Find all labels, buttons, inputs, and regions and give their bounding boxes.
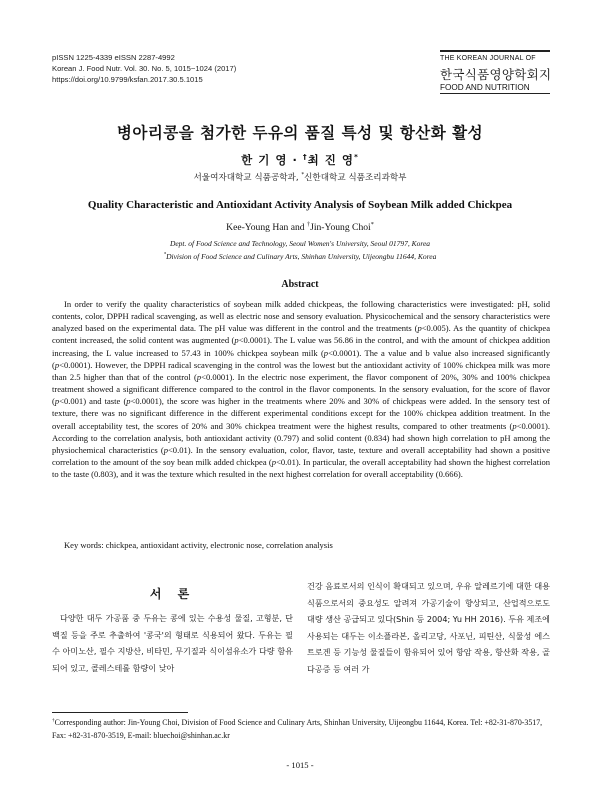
author-choi-en: Jin-Young Choi bbox=[310, 222, 371, 233]
english-title: Quality Characteristic and Antioxidant Activity Analysis of Soybean Milk added Chickpea bbox=[87, 199, 513, 211]
issn-line: pISSN 1225-4339 eISSN 2287-4992 bbox=[52, 53, 175, 62]
affiliation-mark: * bbox=[163, 252, 167, 258]
author-choi-ko: 최 진 영 bbox=[307, 153, 354, 167]
english-affiliation-1 bbox=[0, 239, 600, 248]
page-number: - 1015 - bbox=[286, 760, 314, 770]
keywords: Key words: chickpea, antioxidant activity, electronic nose, correlation analysis bbox=[64, 540, 333, 550]
journal-logo bbox=[440, 50, 550, 94]
abstract-heading: Abstract bbox=[281, 279, 319, 290]
citation-line: Korean J. Food Nutr. Vol. 30. No. 5, 1015~1024 (2017) bbox=[52, 64, 237, 73]
footnote-divider bbox=[52, 712, 188, 713]
intro-paragraph-left: 다양한 대두 가공품 중 두유는 콩에 있는 수용성 물질, 고형분, 단백질 등을 주로 추출하여 '콩국'의 형태로 식용되어 왔다. 두유는 필수 아미노산, 필수 지방산, 비타민, 무기질과 식이섬유소가 다량 함유되어 있고, 콜레스테롤 함량이 낮아 bbox=[52, 613, 293, 673]
abstract-body bbox=[52, 298, 550, 480]
journal-name-en-top: THE KOREAN JOURNAL OF bbox=[440, 55, 536, 62]
corresponding-mark: † bbox=[302, 152, 308, 162]
corresponding-mark: † bbox=[306, 220, 311, 228]
korean-title: 병아리콩을 첨가한 두유의 품질 특성 및 항산화 활성 bbox=[116, 124, 484, 142]
author-han-ko: 한 기 영 · bbox=[241, 153, 303, 167]
affiliation-ko-2: 신한대학교 식품조리과학부 bbox=[304, 173, 407, 183]
corresponding-mark: † bbox=[52, 717, 55, 724]
doi-link[interactable]: https://doi.org/10.9799/ksfan.2017.30.5.1015 bbox=[52, 75, 203, 84]
affiliation-mark: * bbox=[353, 152, 359, 162]
author-han-en: Kee-Young Han and bbox=[226, 222, 307, 233]
intro-column-right bbox=[307, 578, 550, 678]
affiliation-mark: * bbox=[301, 172, 305, 179]
korean-affiliations bbox=[0, 171, 600, 183]
footnote-text: Corresponding author: Jin-Young Choi, Division of Food Science and Culinary Arts, Shinhan University, Uijeongbu 11644, Korea. Tel: +82-31-870-3517, Fax: +82-31-870-3519, E-mail: bluechoi@shinhan.ac.kr bbox=[52, 718, 543, 740]
english-affiliation-2 bbox=[0, 252, 600, 261]
affiliation-mark: * bbox=[370, 220, 374, 228]
affiliation-ko-1: 서울여자대학교 식품공학과, bbox=[193, 173, 302, 183]
english-authors bbox=[0, 222, 600, 233]
abstract-paragraph: In order to verify the quality characteristics of soybean milk added chickpeas, the following characteristics were investigated: pH, solid contents, color, DPPH radical scavenging, as well as electric nose and sensory evaluation. Physicochemical and the sensory characteristics were analyzed based on the experimental data. The pH value was different in the control and the treatments (p<0.005). As the quantity of chickpea content increased, the solid content was augmented (p<0.0001). The L value was 56.86 in the control, and with the amount of chickpea addition increasing, the L value increased to 57.43 in 100% chickpea soybean milk (p<0.0001). The a value and b value also increased significantly (p<0.0001). However, the DPPH radical scavenging in the control was the lowest but the antioxidant activity of 100% chickpea milk was more than 2.5 higher than that of the control (p<0.0001). In the electric nose experiment, the flavor component of 20%, 30% and 100% chickpea treatment showed a significant difference compared to the control in the flavor components. In the sensory evaluation, for the score of flavor (p<0.001) and taste (p<0.0001), the score was higher in the treatments where 20% and 30% of chickpeas were added. In the sensory test of texture, there was no significant difference in the different experimental conditions except for the 100% chickpea addition treatment. In the overall acceptability test, the scores of 20% and 30% chickpea treatment were the highest results, compared to other treatments (p<0.0001). According to the correlation analysis, both antioxidant activity (0.797) and solid content (0.834) had shown high correlation to pH among the physiochemical characteristics (p<0.01). In the sensory evaluation, color, flavor, taste, texture and overall acceptability had shown a positive correlation to the amount of the soy bean milk added chickpea (p<0.01). In particular, the overall acceptability had shown the highest correlation to the taste (0.803), and it was the texture which resulted in the next highest correlation for overall acceptability (0.666). bbox=[52, 299, 551, 480]
journal-name-en-bottom: FOOD AND NUTRITION bbox=[440, 83, 550, 94]
section-heading-introduction: 서 론 bbox=[149, 587, 196, 601]
korean-authors bbox=[0, 152, 600, 168]
journal-name-ko: 한국식품영양학회지 bbox=[440, 67, 552, 82]
affiliation-en-1-text: Dept. of Food Science and Technology, Seoul Women's University, Seoul 01797, Korea bbox=[169, 239, 431, 248]
citation-block bbox=[52, 52, 236, 85]
intro-column-left bbox=[52, 610, 293, 676]
affiliation-en-2-text: Division of Food Science and Culinary Arts, Shinhan University, Uijeongbu 11644, Korea bbox=[166, 252, 437, 261]
intro-paragraph-right: 건강 음료로서의 인식이 확대되고 있으며, 우유 알레르기에 대한 대용식품으로서의 중요성도 알려져 가공기술이 향상되고, 산업적으로도 대량 생산 공급되고 있다(Shin 등 2004; Yu HH 2016). 두유 제조에 사용되는 대두는 이소플라본, 올리고당, 사포닌, 피틴산, 식물성 에스트로겐 등 기능성 물질들이 함유되어 있어 항암 작용, 항산화 작용, 골다공증 등 여러 가 bbox=[307, 581, 550, 674]
corresponding-author-footnote bbox=[52, 716, 550, 742]
